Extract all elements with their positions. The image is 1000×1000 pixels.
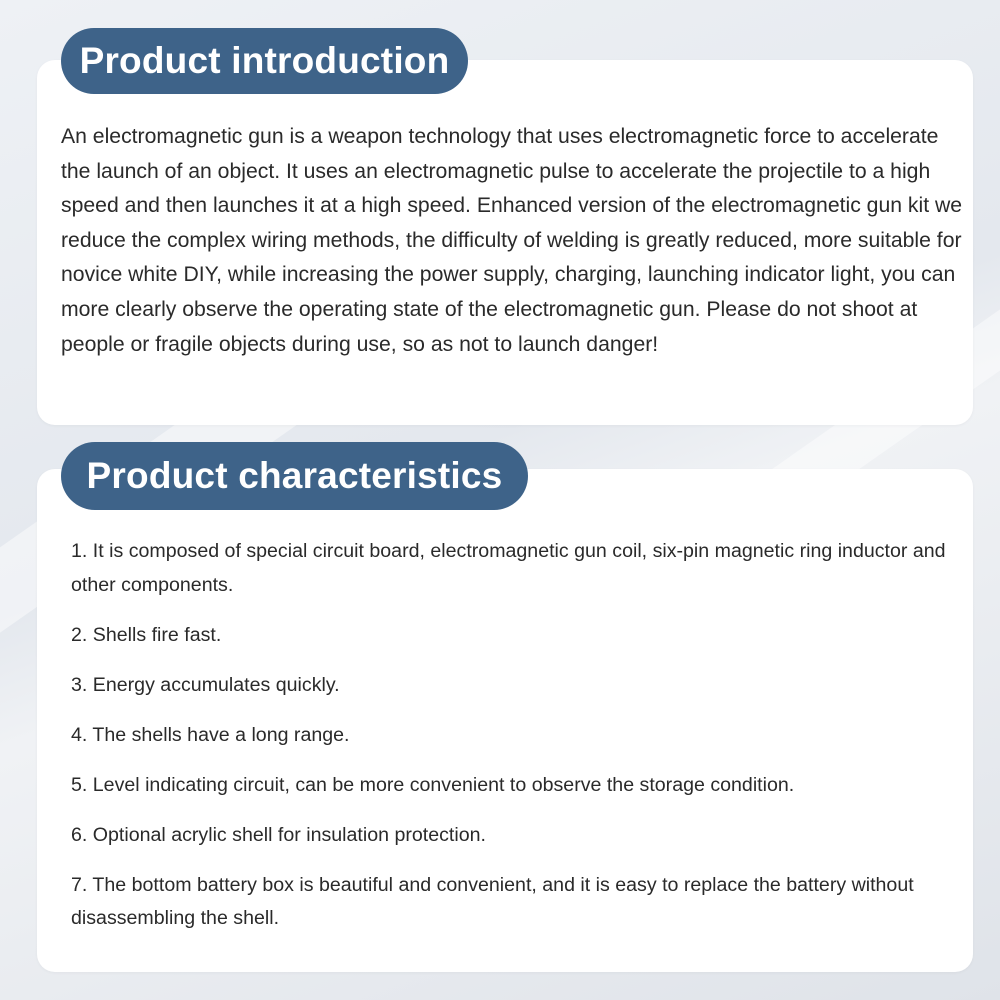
list-item: 7. The bottom battery box is beautiful and convenient, and it is easy to replace the battery without disassembling the shell.	[71, 873, 914, 929]
list-item: 2. Shells fire fast.	[71, 623, 222, 646]
list-item: 1. It is composed of special circuit board, electromagnetic gun coil, six-pin magnetic ring inductor and other components.	[71, 540, 946, 596]
characteristics-list	[71, 535, 961, 952]
characteristics-heading: Product characteristics	[61, 442, 528, 510]
intro-body: An electromagnetic gun is a weapon technology that uses electromagnetic force to accelerate the launch of an object. It uses an electromagnetic pulse to accelerate the projectile to a high speed and then launches it at a high speed. Enhanced version of the electromagnetic gun kit we reduce the complex wiring methods, the difficulty of welding is greatly reduced, more suitable for novice white DIY, while increasing the power supply, charging, launching indicator light, you can more clearly observe the operating state of the electromagnetic gun. Please do not shoot at people or fragile objects during use, so as not to launch danger!	[61, 125, 963, 356]
list-item: 4. The shells have a long range.	[71, 723, 350, 746]
intro-heading: Product introduction	[61, 28, 468, 94]
list-item: 5. Level indicating circuit, can be more convenient to observe the storage condition.	[71, 773, 795, 796]
list-item: 3. Energy accumulates quickly.	[71, 673, 340, 696]
list-item: 6. Optional acrylic shell for insulation protection.	[71, 823, 486, 846]
